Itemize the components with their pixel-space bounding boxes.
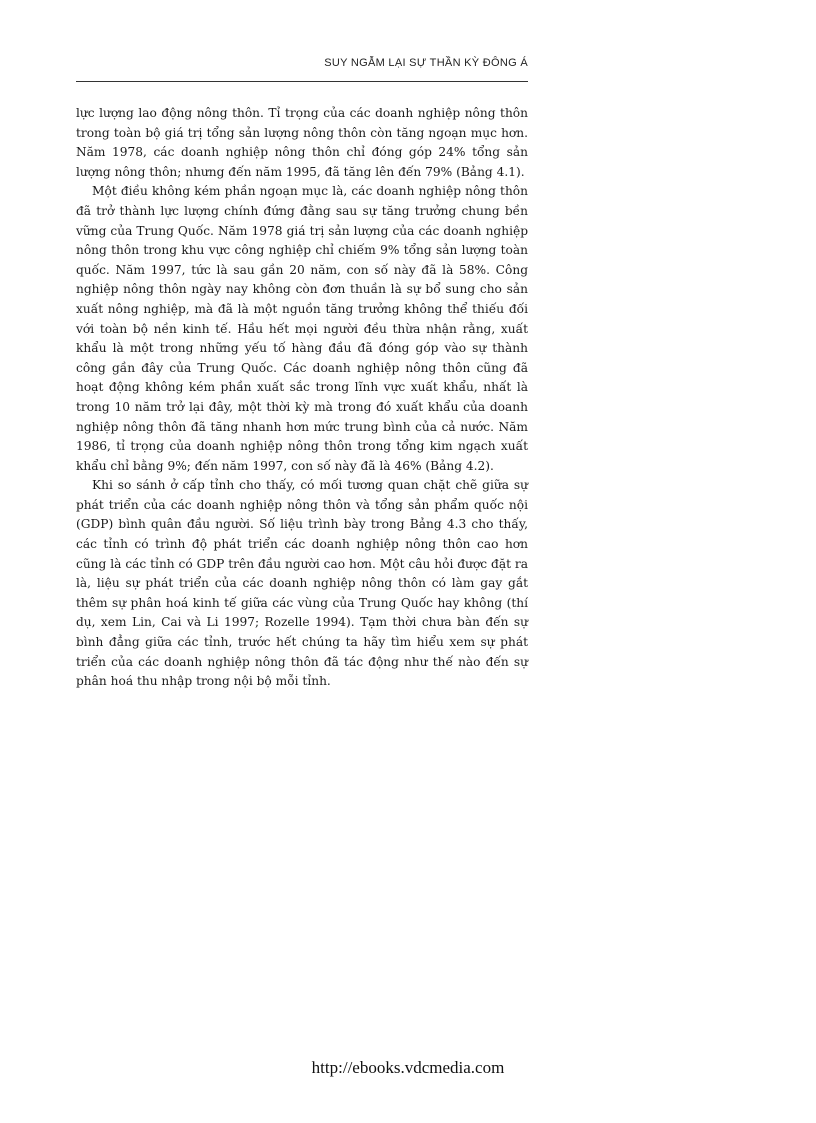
paragraph-3: Khi so sánh ở cấp tỉnh cho thấy, có mối tương quan chặt chẽ giữa sự phát triển của các doanh nghiệp nông thôn và tổng sản phẩm quốc nội (GDP) bình quân đầu người. Số liệu trình bày trong Bảng 4.3 cho thấy, các tỉnh có trình độ phát triển các doanh nghiệp nông thôn cao hơn cũng là các tỉnh có GDP trên đầu người cao hơn. Một câu hỏi được đặt ra là, liệu sự phát triển của các doanh nghiệp nông thôn có làm gay gắt thêm sự phân hoá kinh tế giữa các vùng của Trung Quốc hay không (thí dụ, xem Lin, Cai và Li 1997; Rozelle 1994). Tạm thời chưa bàn đến sự bình đẳng giữa các tỉnh, trước hết chúng ta hãy tìm hiểu xem sự phát triển của các doanh nghiệp nông thôn đã tác động như thế nào đến sự phân hoá thu nhập trong nội bộ mỗi tỉnh.	[76, 478, 528, 689]
running-header: SUY NGẪM LẠI SỰ THẦN KỲ ĐÔNG Á	[324, 57, 528, 69]
page-body	[76, 104, 528, 692]
footer-url	[0, 1058, 816, 1078]
header-divider	[76, 81, 528, 82]
paragraph-1: lực lượng lao động nông thôn. Tỉ trọng của các doanh nghiệp nông thôn trong toàn bộ giá trị tổng sản lượng nông thôn còn tăng ngoạn mục hơn. Năm 1978, các doanh nghiệp nông thôn chỉ đóng góp 24% tổng sản lượng nông thôn; nhưng đến năm 1995, đã tăng lên đến 79% (Bảng 4.1).	[76, 106, 528, 179]
footer-url-text: http://ebooks.vdcmedia.com	[311, 1058, 505, 1077]
paragraph-2: Một điều không kém phần ngoạn mục là, các doanh nghiệp nông thôn đã trở thành lực lượng chính đứng đằng sau sự tăng trưởng chung bền vững của Trung Quốc. Năm 1978 giá trị sản lượng của các doanh nghiệp nông thôn trong khu vực công nghiệp chỉ chiếm 9% tổng sản lượng toàn quốc. Năm 1997, tức là sau gần 20 năm, con số này đã là 58%. Công nghiệp nông thôn ngày nay không còn đơn thuần là sự bổ sung cho sản xuất nông nghiệp, mà đã là một nguồn tăng trưởng không thể thiếu đối với toàn bộ nền kinh tế. Hầu hết mọi người đều thừa nhận rằng, xuất khẩu là một trong những yếu tố hàng đầu đã đóng góp vào sự thành công gần đây của Trung Quốc. Các doanh nghiệp nông thôn cũng đã hoạt động không kém phần xuất sắc trong lĩnh vực xuất khẩu, nhất là trong 10 năm trở lại đây, một thời kỳ mà trong đó xuất khẩu của doanh nghiệp nông thôn đã tăng nhanh hơn mức trung bình của cả nước. Năm 1986, tỉ trọng của doanh nghiệp nông thôn trong tổng kim ngạch xuất khẩu chỉ bằng 9%; đến năm 1997, con số này đã là 46% (Bảng 4.2).	[76, 184, 528, 473]
